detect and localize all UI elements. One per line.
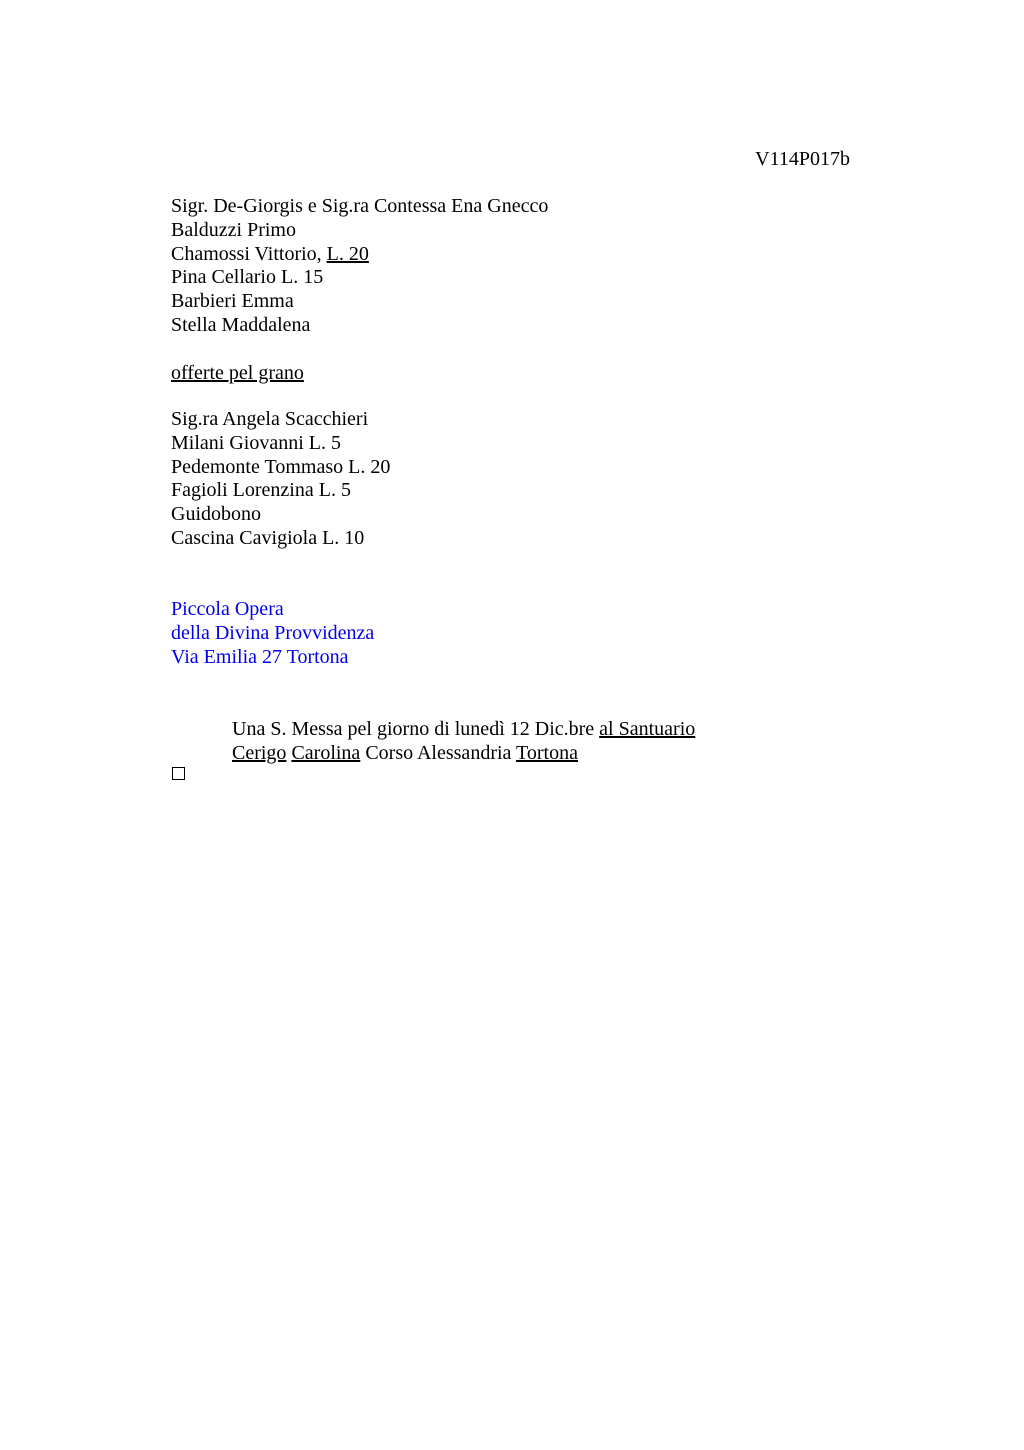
names-list-2 xyxy=(171,408,390,551)
list-item xyxy=(171,243,548,267)
address-line: della Divina Provvidenza xyxy=(171,621,375,644)
mass-note xyxy=(232,717,695,765)
list-item: Pedemonte Tommaso L. 20 xyxy=(171,455,391,478)
mass-note-text: Corso Alessandria xyxy=(360,742,517,764)
list-item: Guidobono xyxy=(171,503,261,526)
section-heading: offerte pel grano xyxy=(171,362,304,384)
list-item: Pina Cellario L. 15 xyxy=(171,266,324,289)
address-block xyxy=(171,598,374,669)
mass-note-text: Una S. Messa pel giorno di lunedì 12 Dic.bre xyxy=(232,718,600,740)
amount-underlined: L. 20 xyxy=(326,242,369,265)
list-item: Sig.ra Angela Scacchieri xyxy=(171,408,369,430)
list-item: Fagioli Lorenzina L. 5 xyxy=(171,479,351,502)
list-item-text: Chamossi Vittorio, xyxy=(171,242,327,265)
list-item: Stella Maddalena xyxy=(171,313,311,336)
list-item: Barbieri Emma xyxy=(171,290,294,313)
address-line: Via Emilia 27 Tortona xyxy=(171,645,349,668)
mass-note-underlined: Tortona xyxy=(516,742,578,764)
list-item: Milani Giovanni L. 5 xyxy=(171,431,341,454)
list-item: Cascina Cavigiola L. 10 xyxy=(171,526,365,549)
list-item: Balduzzi Primo xyxy=(171,218,296,241)
mass-note-underlined: Cerigo xyxy=(232,742,287,764)
mass-note-line-1 xyxy=(232,717,695,741)
names-list-1 xyxy=(171,195,548,338)
page-id: V114P017b xyxy=(755,148,850,170)
mass-note-line-2 xyxy=(232,741,695,765)
mass-note-underlined: al Santuario xyxy=(599,718,696,740)
address-line: Piccola Opera xyxy=(171,598,284,620)
list-item: Sigr. De-Giorgis e Sig.ra Contessa Ena Gnecco xyxy=(171,195,549,217)
empty-square-icon xyxy=(172,767,185,780)
mass-note-underlined: Carolina xyxy=(291,742,361,764)
